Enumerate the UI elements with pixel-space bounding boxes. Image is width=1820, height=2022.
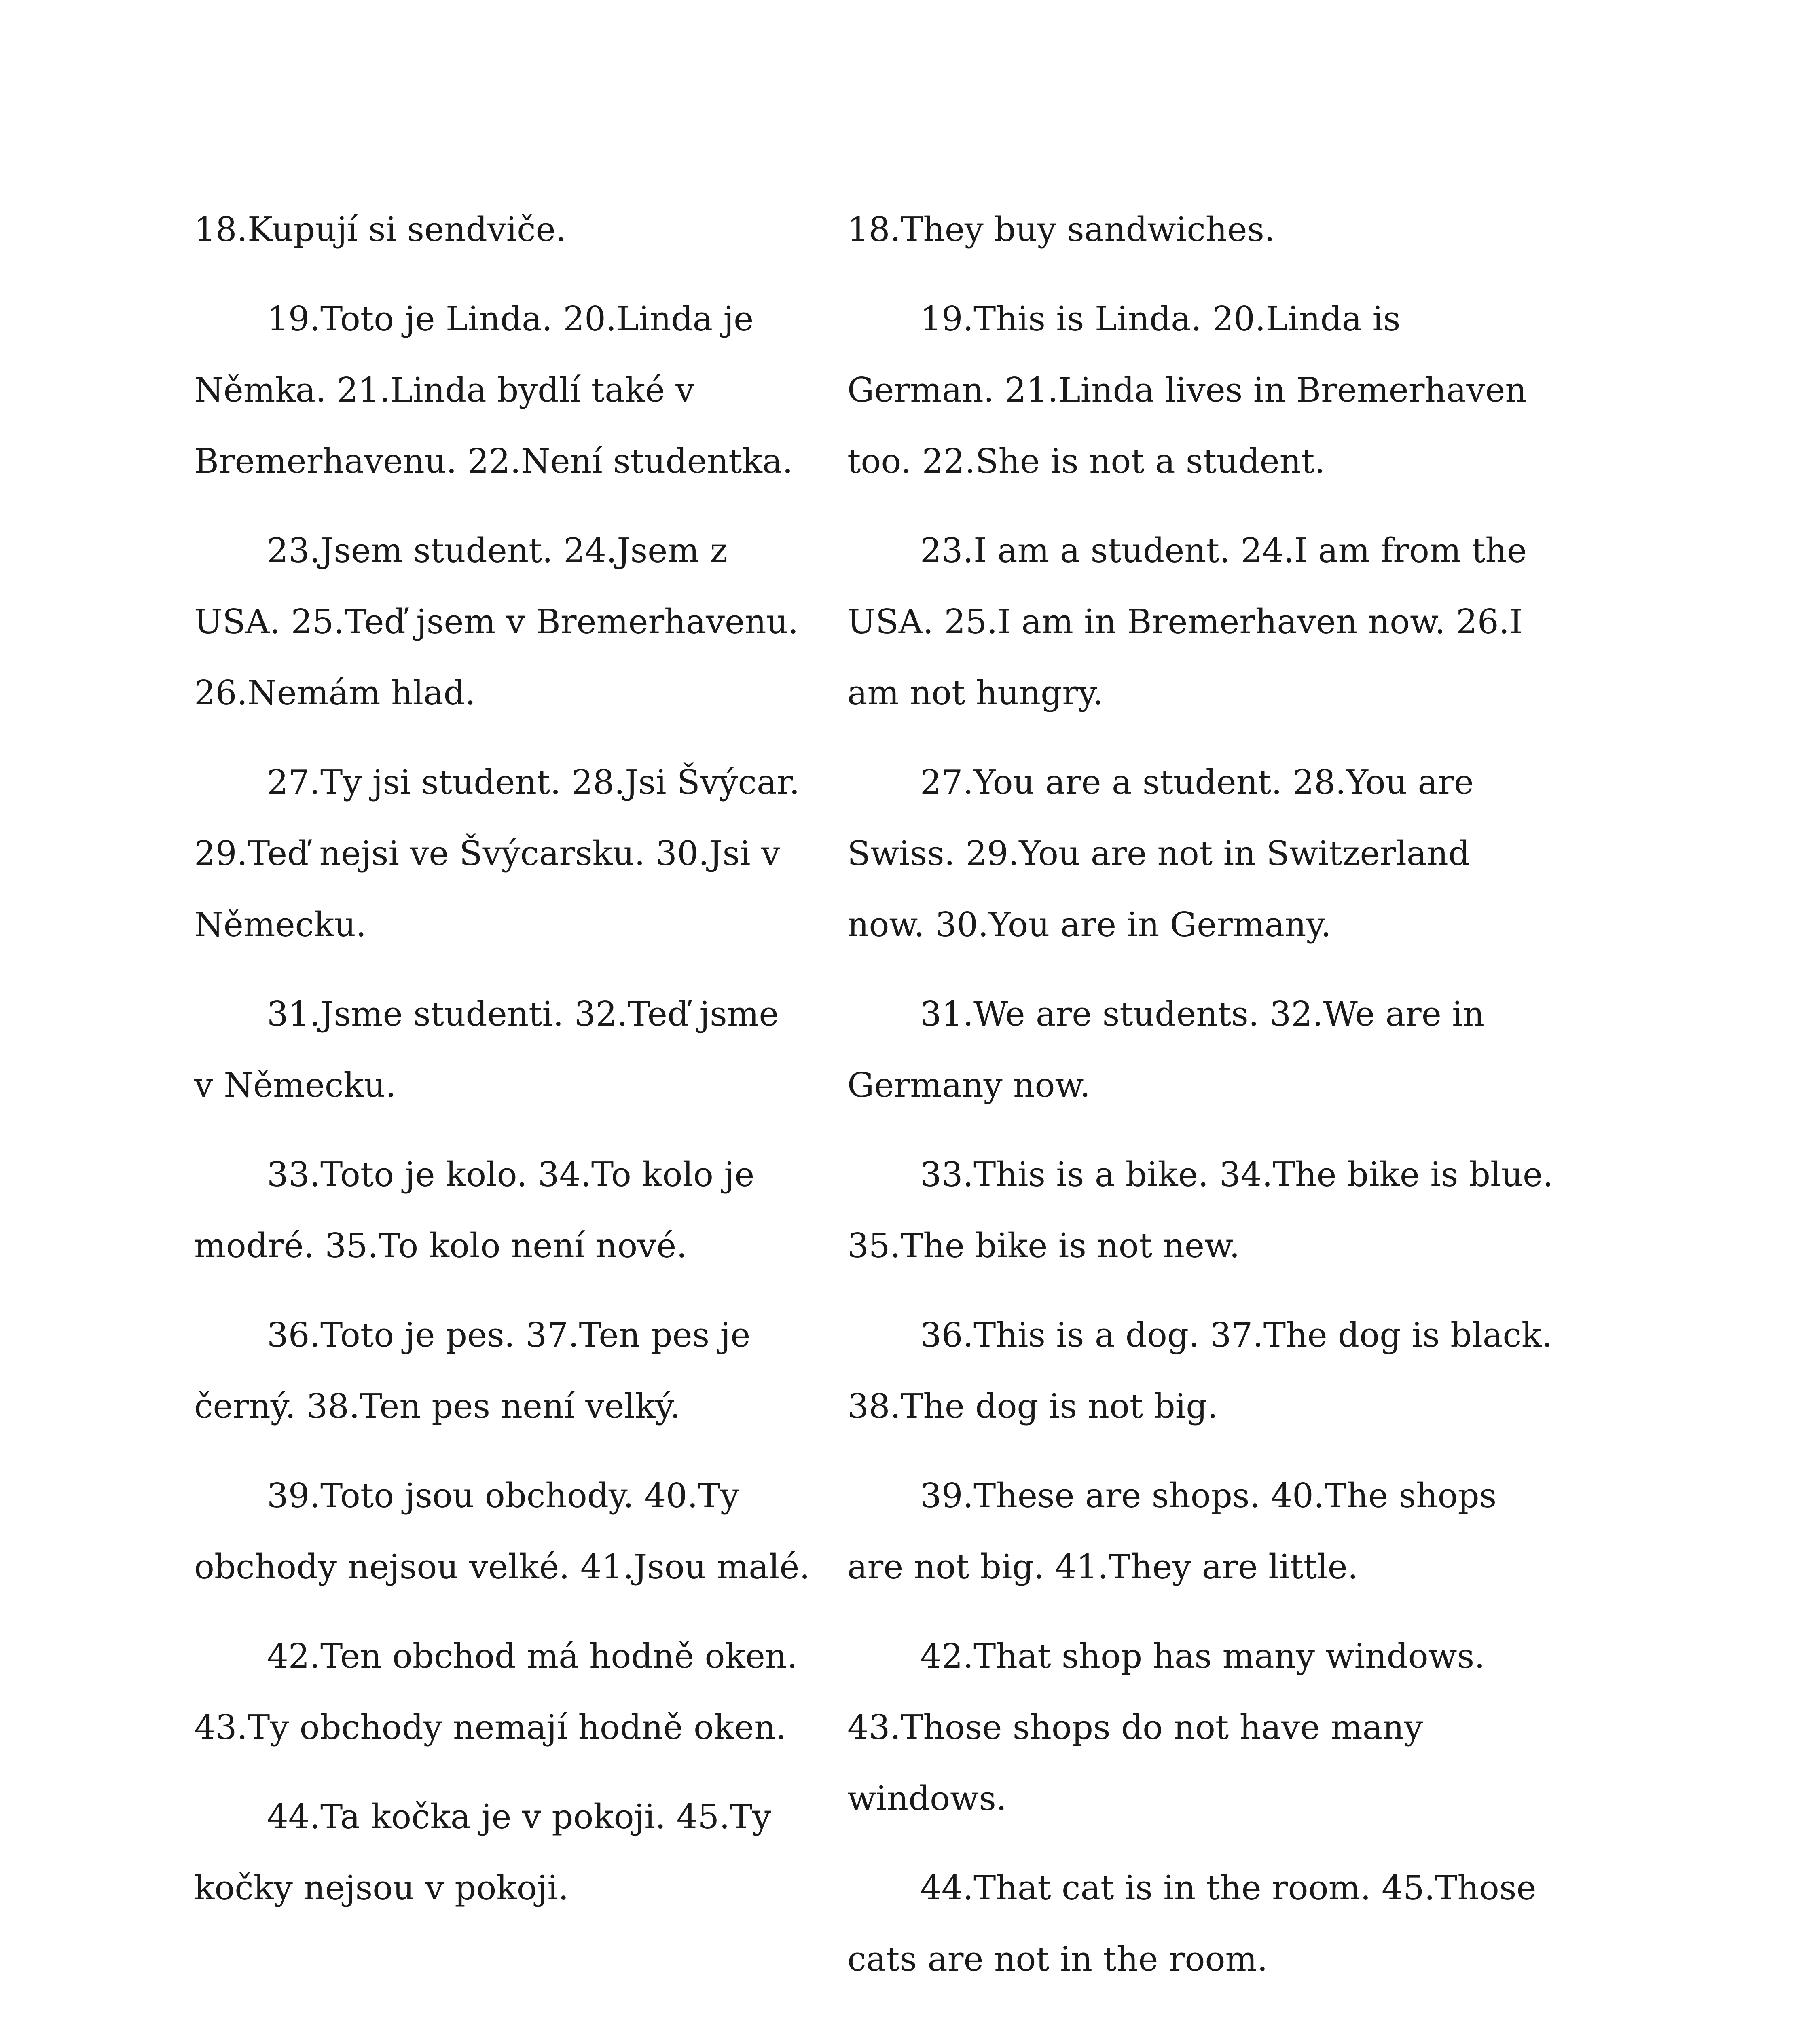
text-line: Germany now. [847, 1066, 1091, 1105]
paragraph [847, 747, 1616, 960]
paragraph [194, 1460, 825, 1603]
text-line: Bremerhavenu. 22.Není studentka. [194, 442, 793, 481]
text-line: 18.Kupují si sendviče. [194, 210, 567, 249]
paragraph [847, 1139, 1616, 1282]
paragraph [847, 194, 1616, 265]
english-text-column [847, 194, 1616, 2013]
text-line: cats are not in the room. [847, 1940, 1268, 1979]
text-line: v Německu. [194, 1066, 396, 1105]
text-line: German. 21.Linda lives in Bremerhaven [847, 370, 1527, 410]
paragraph [194, 283, 825, 497]
text-line: 43.Ty obchody nemají hodně oken. [194, 1708, 787, 1747]
text-line: Německu. [194, 905, 367, 944]
text-line: 36.This is a dog. 37.The dog is black. [920, 1316, 1553, 1355]
text-line: 31.Jsme studenti. 32.Teď jsme [267, 994, 779, 1034]
paragraph [194, 1621, 825, 1763]
text-line: Němka. 21.Linda bydlí také v [194, 370, 695, 410]
text-line: 43.Those shops do not have many [847, 1708, 1423, 1747]
text-line: too. 22.She is not a student. [847, 442, 1325, 481]
paragraph [194, 979, 825, 1121]
paragraph [847, 1460, 1616, 1603]
paragraph [847, 979, 1616, 1121]
text-line: 18.They buy sandwiches. [847, 210, 1275, 249]
text-line: windows. [847, 1779, 1007, 1818]
text-line: am not hungry. [847, 673, 1104, 713]
text-line: kočky nejsou v pokoji. [194, 1868, 569, 1908]
text-line: 42.Ten obchod má hodně oken. [267, 1637, 798, 1676]
paragraph [847, 283, 1616, 497]
text-line: are not big. 41.They are little. [847, 1547, 1359, 1586]
text-line: 23.Jsem student. 24.Jsem z [267, 531, 728, 570]
paragraph [194, 1781, 825, 1924]
text-line: modré. 35.To kolo není nové. [194, 1226, 687, 1265]
paragraph [847, 1853, 1616, 1995]
paragraph [847, 1621, 1616, 1834]
text-line: 29.Teď nejsi ve Švýcarsku. 30.Jsi v [194, 834, 780, 873]
text-line: černý. 38.Ten pes není velký. [194, 1387, 681, 1426]
text-line: USA. 25.Teď jsem v Bremerhavenu. [194, 602, 799, 641]
text-line: 19.Toto je Linda. 20.Linda je [267, 299, 754, 338]
paragraph [194, 194, 825, 265]
text-line: 38.The dog is not big. [847, 1387, 1218, 1426]
text-line: 33.Toto je kolo. 34.To kolo je [267, 1155, 755, 1194]
paragraph [194, 747, 825, 960]
paragraph [194, 1139, 825, 1282]
czech-text-column [194, 194, 825, 1942]
text-line: 26.Nemám hlad. [194, 673, 476, 713]
paragraph [847, 1300, 1616, 1442]
text-line: 19.This is Linda. 20.Linda is [920, 299, 1401, 338]
text-line: 39.Toto jsou obchody. 40.Ty [267, 1476, 739, 1515]
paragraph [847, 515, 1616, 729]
text-line: 44.Ta kočka je v pokoji. 45.Ty [267, 1797, 771, 1836]
text-line: 35.The bike is not new. [847, 1226, 1240, 1265]
text-line: 42.That shop has many windows. [920, 1637, 1485, 1676]
text-line: now. 30.You are in Germany. [847, 905, 1331, 944]
text-line: 44.That cat is in the room. 45.Those [920, 1868, 1536, 1908]
text-line: 27.You are a student. 28.You are [920, 763, 1474, 802]
text-line: 33.This is a bike. 34.The bike is blue. [920, 1155, 1553, 1194]
text-line: 31.We are students. 32.We are in [920, 994, 1485, 1034]
text-line: 36.Toto je pes. 37.Ten pes je [267, 1316, 751, 1355]
text-line: 23.I am a student. 24.I am from the [920, 531, 1527, 570]
paragraph [194, 515, 825, 729]
text-line: 39.These are shops. 40.The shops [920, 1476, 1497, 1515]
paragraph [194, 1300, 825, 1442]
text-line: USA. 25.I am in Bremerhaven now. 26.I [847, 602, 1523, 641]
text-line: obchody nejsou velké. 41.Jsou malé. [194, 1547, 810, 1586]
text-line: Swiss. 29.You are not in Switzerland [847, 834, 1470, 873]
text-line: 27.Ty jsi student. 28.Jsi Švýcar. [267, 763, 800, 802]
